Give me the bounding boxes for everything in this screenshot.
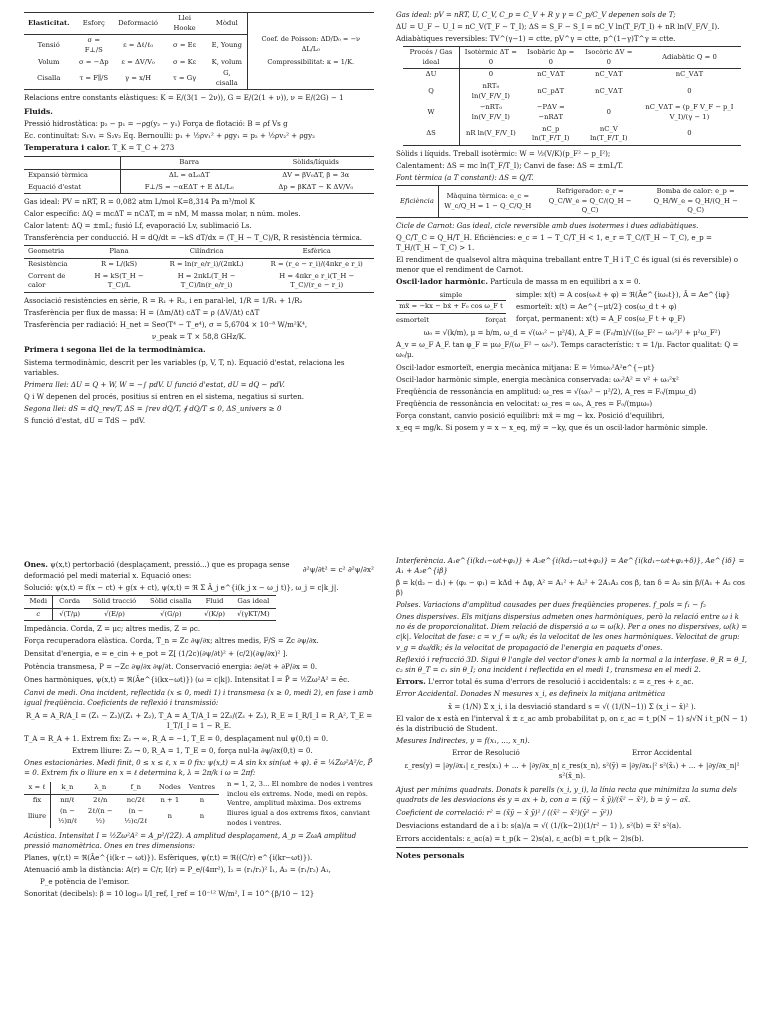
fluids-line-2: Ec. continuïtat: S₁v₁ = S₂v₂ Eq. Bernoulli: p₁ + ½ρv₁² + ρgy₁ = p₂ + ½ρv₂² + ρgy₂ — [24, 131, 315, 141]
table-cell: √(T/μ) — [53, 608, 86, 621]
table-cell: τ = F∥/S — [79, 74, 109, 83]
table-cell: Volum — [38, 57, 60, 66]
table-cell: 0 — [687, 86, 692, 95]
ones-intro: ψ(x,t) pertorbació (desplaçament, pressió...) que es propaga sense deformació pel medi material x. Equació ones: — [24, 560, 290, 580]
divider — [396, 847, 748, 848]
table-cell: R = ln(r_e/r_i)/(2πkL) — [169, 260, 244, 269]
table-cell: σ = −Δp — [78, 57, 109, 66]
table-row — [24, 259, 374, 271]
table-cell: ΔS — [426, 129, 436, 138]
osc-label-simple: simple — [439, 290, 463, 299]
table-cell: fix — [32, 795, 42, 804]
header-cell: Adiabàtic Q = 0 — [638, 47, 741, 69]
table-cell: Tensió — [37, 41, 60, 50]
header-cell: Esfèrica — [259, 246, 374, 259]
forca-line: Força recuperadora elàstica. Corda, T_n = Zc ∂ψ/∂x; altres medis, F/S = Zc ∂ψ/∂x. — [24, 636, 319, 646]
osc-simple-line: simple: x(t) = A cos(ω₀t + φ) = ℜ(Âe^{iω₀t}), Â = Ae^{iφ} — [516, 290, 731, 300]
carnot-line: Cicle de Carnot: Gas ideal, cicle reversible amb dues isotermes i dues adiabàtiques. — [396, 221, 699, 231]
osc-label-esmorteit: esmorteït — [396, 316, 429, 325]
ta-line: T_A = R_A + 1. Extrem fix: Z₂ → ∞, R_A = −1, T_E = 0, desplaçament nul ψ(0,t) = 0. — [24, 733, 329, 743]
header-cell: Mòdul — [207, 13, 247, 35]
table-cell: −PΔV = −nRΔT — [536, 103, 565, 122]
osc-line-3: Freqüència de ressonància en amplitud: ω_res = √(ω₀² − μ²/2), A_res = F₀/(mμω_d) — [396, 386, 697, 396]
table-cell: √(K/ρ) — [204, 609, 226, 618]
header-cell: Corda — [53, 595, 86, 608]
correlacio-line: Coeficient de correlació: r² = (x̄ȳ − x̄ ȳ)² / ((x̄² − x̄²)(ȳ² − ȳ²)) — [396, 808, 613, 818]
poisson-cell — [247, 13, 374, 90]
poisson-text: Coef. de Poisson: ΔD/D₀ = −ν ΔL/L₀ — [261, 35, 361, 53]
table-cell: Expansió tèrmica — [28, 170, 88, 179]
interferencia-line: Interferència. A₁e^{i(kd₁−ωt+φ₁)} + A₂e^{i(kd₂−ωt+φ₂)} = Ae^{i(kd₁−ωt+φ₁+δ)}, Ae^{iδ} = A₁ + A₂e^{iβ} — [396, 556, 745, 576]
radiacio-text: Trasferència per radiació: H_net = Seσ(T⁴ − T_e⁴), σ = 5,6704 × 10⁻⁸ W/m²K⁴, — [24, 320, 308, 330]
section-interferencia-errors — [396, 556, 748, 864]
header-cell: Isobàric Δp = 0 — [522, 47, 580, 69]
calor-especific-text: Calor específic: ΔQ = mcΔT = nCΔT, m = nM, M massa molar, n núm. moles. — [24, 209, 301, 219]
osc-line-2: Oscil·lador harmònic simple, energia mecànica conservada: ω₀²A² = v² + ω₀²x² — [396, 374, 679, 384]
table-cell: K, volum — [211, 57, 242, 66]
fluids-heading: Fluids. — [24, 106, 53, 116]
desviacions-line: Desviacions estandard de a i b: s(a)/a = √( (1/(k−2))(1/r² − 1) ), s²(b) = x̄² s²(a). — [396, 821, 682, 831]
calentament-line: Calentament: ΔS = mc ln(T_F/T_I); Canvi de fase: ΔS = ±mL/T. — [396, 161, 624, 171]
header-cell: Esforç — [74, 13, 115, 35]
coeficients-line: R_A = A_R/A_I = (Z₁ − Z₂)/(Z₁ + Z₂), T_A = A_T/A_I = 2Z₁/(Z₁ + Z₂), R_E = I_R/I_I = R_A², T_E = I_T/I_I = 1 − R_E. — [25, 710, 373, 730]
table-cell: γ = x/H — [124, 74, 152, 83]
errors-line-3: x̄ = (1/N) Σ x_i, i la desviació standard s = √( (1/(N−1)) Σ (x_i − x̄)² ). — [448, 701, 696, 711]
table-cell: W — [427, 108, 435, 117]
ones-equation: ∂²ψ/∂t² = c² ∂²ψ/∂x² — [302, 565, 374, 575]
harmoniques-line: Ones harmòniques, ψ(x,t) = ℜ(Âe^{i(kx−ωt)}) (ω = c|k|). Intensitat I = P̄ = ½Zω²A² = ēc. — [24, 675, 350, 685]
error-types-header — [396, 748, 748, 758]
table-row — [403, 81, 741, 102]
header-cell: λ_n — [84, 782, 117, 794]
canvi-medi-line: Canvi de medi. Ona incident, reflectida (x ≤ 0, medi 1) i transmesa (x ≥ 0, medi 2), en fase i amb igual freqüència. Coeficients de reflexió i transmissió: — [24, 687, 374, 707]
table-cell: nC_VΔT — [595, 70, 623, 79]
error-resolucio-label: Error de Resolució — [452, 747, 520, 757]
omegas-line: ω₀ = √(k/m), μ = b/m, ω_d = √(ω₀² − μ²/4), A_F = (F₀/m)/√((ω_F² − ω₀²)² + μ²ω_F²) — [423, 328, 721, 338]
processos-table — [403, 46, 741, 146]
table-cell: Eficiència — [400, 196, 434, 205]
eficiencia-table — [396, 185, 748, 218]
table-cell: Màquina tèrmica: e_c = W_c/Q_H = 1 − Q_C/Q_H — [438, 186, 536, 218]
table-cell: nRT₀ ln(V_F/V_I) — [459, 81, 521, 102]
osc-label-forcat: forçat — [485, 316, 506, 325]
table-cell: 0 — [687, 129, 692, 138]
elasticitat-title: Elasticitat. — [24, 13, 74, 35]
header-cell: Ventres — [185, 782, 219, 794]
header-cell: Sòlid tracció — [86, 595, 143, 608]
table-cell: 0 — [459, 69, 521, 81]
flux-massa-text: Trasferència per flux de massa: H = (Δm/Δt) cΔT = ρ (ΔV/Δt) cΔT — [24, 308, 260, 318]
table-cell: nc/2ℓ — [126, 795, 145, 804]
table-cell: σ = Kε — [172, 57, 197, 66]
header-cell: Sòlids/líquids — [258, 157, 375, 170]
table-cell: n — [199, 812, 205, 821]
osc-line-6: x_eq = mg/k. Si posem y = x − x_eq, mÿ = −ky, que és un oscil·lador harmònic simple. — [396, 422, 708, 432]
impedancia-line: Impedància. Corda, Z = μc; altres medis, Z = ρc. — [24, 624, 201, 634]
table-cell: (n − ½)c/2ℓ — [124, 807, 148, 825]
table-cell: F⊥/S = −αEΔT + E ΔL/L₀ — [120, 182, 257, 194]
table-cell: √(γKT/M) — [237, 609, 270, 618]
errors-line-1: L'error total és suma d'errors de resolució i accidentals: ε = ε_res + ε_ac. — [428, 676, 694, 686]
errors-heading: Errors. — [396, 676, 426, 686]
lleis-line-5: S funció d'estat, dU = TdS − pdV. — [24, 416, 146, 426]
table-row — [396, 186, 748, 218]
sonoritat-line: Sonoritat (decibels): β = 10 log₁₀ I/I_ref, I_ref = 10⁻¹² W/m², I = 10^{β/10 − 12} — [24, 888, 315, 898]
calor-latent-text: Calor latent: ΔQ = ±mL; fusió Lf, evaporació Lv, sublimació Ls. — [24, 221, 252, 231]
table-cell: τ = Gγ — [172, 74, 197, 83]
osc-esmorteit-line: esmorteït: x(t) = Ae^{−μt/2} cos(ω_d t + φ) — [516, 302, 677, 312]
error-accidental-label: Error Accidental — [632, 747, 692, 757]
table-cell: nC_VΔT = (p_F V_F − p_I V_I)/(γ − 1) — [645, 103, 734, 122]
pe-line: P_e potència de l'emisor. — [40, 876, 130, 886]
dispersives-line: Ones dispersives. Els mitjans dispersius admeten ones harmòniques, però la relació entre ω i k no és de proporcionalitat. Diem relació de dispersió a ω = ω(k). Per a ones no dispersives, ω(k) = c|k|. Velocitat de fase: c = v_f = ω/k; és la velocitat de les ones harmòniques. Velocitat de grup: v_g = dω/dk; és la velocitat de propagació de l'energia en paquets d'ones. — [396, 612, 748, 652]
header-cell: Llei Hooke — [162, 13, 207, 35]
errors-line-4: El valor de x està en l'interval x̄ ± ε_ac amb probabilitat p, on ε_ac = t_p(N − 1) s/√N i t_p(N − 1) és la distribució de Student. — [396, 713, 748, 733]
osc-line-5: Força constant, canvio posició equilibri: mẍ = mg − kx. Posició d'equilibri, — [396, 410, 665, 420]
gas-ideal-line: Gas ideal: pV = nRT, U, C_V, C_p = C_V + R y γ = C_p/C_V depenen sols de T; — [396, 10, 676, 19]
ajust-line: Ajust per mínims quadrats. Donats k parells (x_i, y_i), la línia recta que minimitza la suma dels quadrats de les desviacions és y = ax + b, con a = (x̄ȳ − x̄ ȳ)/(x̄² − x̄²), b = ȳ − ax̄. — [396, 784, 737, 805]
errors-line-5: Mesures Indirectes, y = f(x₁, ..., x_n). — [396, 735, 530, 745]
table-cell: ΔU — [425, 70, 437, 79]
header-cell: Plana — [84, 246, 153, 259]
fluids-line-1: Pressió hidrostàtica: p₂ − p₁ = −ρg(y₂ − y₁) Força de flotació: B = ρf Vs g — [24, 119, 288, 129]
compress-text: Compressibilitat: κ = 1/K. — [267, 57, 355, 66]
header-cell: Medi — [24, 595, 53, 608]
expansio-table — [24, 156, 374, 194]
nodes-table — [24, 782, 219, 828]
table-cell: ΔL = αL₀ΔT — [120, 169, 257, 181]
nodes-note: n = 1, 2, 3... El nombre de nodes i ventres inclou els extrems. Node, medi en repòs. Ventre, amplitud màxima. Dos extrems lliures igual a dos extrems fixos, canviant nodes i ventres. — [227, 780, 373, 827]
header-cell: Procés / Gas ideal — [403, 47, 459, 69]
table-cell: Resistència — [28, 260, 68, 269]
table-cell: n — [167, 812, 173, 821]
temp-tk: T_K = T_C + 273 — [112, 143, 175, 153]
section-termo-oscillador — [396, 10, 748, 435]
table-cell: R = (r_e − r_i)/(4πkr_e r_i) — [270, 260, 363, 269]
table-cell: (n − ½)π/ℓ — [51, 806, 84, 827]
table-cell: 0 — [606, 108, 611, 117]
conduccio-text: Transferència per conducció. H = dQ/dt = −kS dT/dx = (T_H − T_C)/R, R resistència tèrmica. — [24, 233, 363, 243]
osc-intro: Partícula de massa m en equilibri a x = 0. — [490, 277, 641, 287]
table-cell: ε = Δℓ/ℓ₀ — [123, 41, 154, 50]
osc-heading: Oscil·lador harmònic. — [396, 277, 488, 287]
acustica-line: Acústica. Intensitat I = ½Zω²A² = A_p²/(2Z). A amplitud desplaçament, A_p = ZωA amplitud pressió manomètrica. Ones en tres dimensions: — [24, 830, 357, 850]
table-row — [24, 794, 219, 806]
table-cell: H = 4πkr_e r_i(T_H − T_C)/(r_e − r_i) — [279, 271, 355, 290]
av-line: A_v = ω_F A_F. tan φ_F = μω_F/(ω_F² − ω₀²). Temps característic: τ = 1/μ. Factor qualitat: Q = ω₀/μ. — [396, 340, 739, 360]
lleis-line-4: Segona llei: dS = dQ_rev/T, ΔS = ∫rev dQ/T, ∮ dQ/T ≤ 0, ΔS_univers ≥ 0 — [24, 404, 282, 414]
carnot-eff-line: Q_C/T_C = Q_H/T_H. Eficiències: e_c = 1 − T_C/T_H < 1, e_r = T_C/(T_H − T_C), e_p = T_H/(T_H − T_C) > 1. — [396, 233, 712, 253]
table-cell: Cisalla — [37, 74, 61, 83]
osc-diagram — [396, 290, 748, 326]
du-line: ΔU = U_F − U_I = nC_V(T_F − T_I); ΔS = S_F − S_I = nC_V ln(T_F/T_I) + nR ln(V_F/V_I). — [396, 22, 720, 32]
osc-forcat-line: forçat, permanent: x(t) = A_F cos(ω_F t + φ_F) — [516, 314, 686, 324]
elasticitat-table — [24, 12, 374, 90]
table-cell: E, Young — [211, 41, 243, 50]
extrem-lliure-line: Extrem lliure: Z₂ → 0, R_A = 1, T_E = 0, força nul·la ∂ψ/∂x(0,t) = 0. — [72, 745, 313, 755]
associacio-text: Associació resistències en sèrie, R = R₁ + R₂, i en paral·lel, 1/R = 1/R₁ + 1/R₂ — [24, 295, 303, 305]
atenuacio-line: Atenuació amb la distància: A(r) = C/r, I(r) = P_e/(4πr²), I₂ = (r₁/r₂)² I₁, A₂ = (r₁/r₂) A₁, — [24, 864, 331, 874]
polses-line: Polses. Variacions d'amplitud causades per dues freqüències properes. f_pols = f₁ − f₂ — [396, 600, 707, 610]
table-cell: 2ℓ/n — [93, 795, 108, 804]
table-cell: ε = ΔV/V₀ — [121, 57, 155, 66]
table-cell: σ = F⊥/S — [84, 36, 103, 54]
table-cell: σ = Eε — [173, 41, 197, 50]
section-elasticitat-termo — [24, 10, 374, 428]
medi-table — [24, 595, 276, 621]
lleis-heading: Primera i segona llei de la termodinàmica. — [24, 345, 206, 355]
section-ones — [24, 560, 374, 901]
header-cell: Deformació — [114, 13, 162, 35]
header-cell — [24, 157, 120, 170]
errors-line-2: Error Accidental. Donades N mesures x_i, es defineix la mitjana aritmètica — [396, 689, 666, 699]
font-line: Font tèrmica (a T constant): ΔS = Q/T. — [396, 173, 534, 183]
table-cell: nπ/ℓ — [51, 794, 84, 806]
solucio-line: Solució: ψ(x,t) = f(x − ct) + g(x + ct), ψ(x,t) = ℜ Σ Â_j e^{i(k_j x − ω_j t)}, ω_j = c|k_j|. — [24, 582, 339, 592]
header-cell: x = ℓ — [24, 782, 51, 794]
header-cell: Geometria — [24, 246, 84, 259]
lleis-line-3: Q i W depenen del procés, positius si entren en el sistema, negatius si surten. — [24, 392, 305, 402]
header-cell: Isotèrmic ΔT = 0 — [459, 47, 521, 69]
table-row — [403, 124, 741, 146]
table-cell: 2ℓ/(n − ½) — [87, 807, 113, 825]
table-cell: nC_VΔT — [675, 70, 704, 79]
table-row — [24, 169, 374, 181]
table-row — [403, 69, 741, 81]
osc-line-1: Oscil·lador esmorteït, energia mecànica mitjana: E = ½mω₀²A²e^{−μt} — [396, 362, 656, 372]
header-cell: Sòlid cisalla — [143, 595, 198, 608]
table-cell: nC_VΔT — [537, 70, 565, 79]
temp-heading: Temperatura i calor. — [24, 143, 111, 153]
solids-line: Sòlids i líquids. Treball isotèrmic: W = ½(V/K)(p_F² − p_I²); — [396, 148, 611, 158]
table-cell: lliure — [28, 812, 47, 821]
geometria-table — [24, 245, 374, 293]
wien-text: ν_peak = T × 58,8 GHz/K. — [151, 332, 247, 342]
header-cell: f_n — [117, 782, 155, 794]
table-row — [24, 271, 374, 293]
estacionaries-line: Ones estacionàries. Medi finit, 0 ≤ x ≤ ℓ, x = 0 fix: ψ(x,t) = A sin kx sin(ωt + φ). ē = ¼Zω²A²/c, P̄ = 0. Extrem fix o lliure en x = ℓ determina k, λ = 2π/k i ω = 2πf: — [24, 757, 373, 777]
header-cell: Cilíndrica — [154, 246, 260, 259]
table-cell: Q — [428, 86, 434, 95]
header-cell: Fluid — [198, 595, 230, 608]
table-cell: −nRT₀ ln(V_F/V_I) — [459, 102, 521, 123]
table-cell: ΔV = βV₀ΔT, β = 3α — [282, 170, 350, 179]
table-cell: n — [199, 795, 205, 804]
lleis-line-1: Sistema termodinàmic, descrit per les variables (p, V, T, n). Equació d'estat, relaciona les variables. — [24, 358, 345, 378]
table-row — [24, 182, 374, 194]
osc-line-4: Freqüència de ressonància en velocitat: ω_res = ω₀, A_res = F₀/(mμω₀) — [396, 398, 653, 408]
error-formula: ε_res(y) = |∂y/∂x₁| ε_res(x₁) + ... + |∂y/∂x_n| ε_res(x_n), s²(ȳ) = |∂y/∂x₁|² s²(x̄₁) + ... + |∂y/∂x_n|² s²(x̄_n). — [404, 760, 740, 780]
table-cell: √(E/ρ) — [104, 609, 125, 618]
header-cell: Isocòric ΔV = 0 — [580, 47, 638, 69]
header-cell: Gas ideal — [231, 595, 276, 608]
lleis-line-2: Primera llei: ΔU = Q + W, W = −∫ pdV. U funció d'estat, dU = dQ − pdV. — [24, 380, 285, 390]
table-row — [24, 806, 219, 827]
table-cell: G, cisalla — [215, 69, 238, 87]
table-cell: Δp = βKΔT − K ΔV/V₀ — [278, 182, 354, 191]
table-cell: Corrent de calor — [28, 271, 66, 290]
adiab-line: Adiabàtiques reversibles: TV^(γ−1) = ctte, pV^γ = ctte, p^(1−γ)T^γ = ctte. — [396, 34, 676, 44]
rendiment-line: El rendiment de qualsevol altra màquina treballant entre T_H i T_C és igual (si és reversible) o menor que el rendiment de Carnot. — [396, 255, 739, 275]
table-cell: H = 2πkL(T_H − T_C)/ln(r_e/r_i) — [177, 271, 236, 290]
table-cell: Equació d'estat — [28, 182, 82, 191]
header-cell: k_n — [51, 782, 84, 794]
table-cell: c — [36, 609, 41, 618]
table-cell: n + 1 — [160, 795, 180, 804]
table-row — [403, 102, 741, 123]
notes-personals-heading: Notes personals — [396, 851, 465, 861]
table-cell: √(G/ρ) — [160, 609, 182, 618]
table-cell: nC_VΔT — [595, 86, 623, 95]
potencia-line: Potència transmesa, P = −Zc ∂ψ/∂x ∂ψ/∂t. Conservació energia: ∂e/∂t + ∂P/∂x = 0. — [24, 662, 318, 672]
table-cell: H = kS(T_H − T_C)/L — [94, 271, 144, 290]
table-cell: nC_V ln(T_F/T_I) — [590, 124, 628, 143]
table-cell: Bomba de calor: e_p = Q_H/W_e = Q_H/(Q_H − Q_C) — [653, 187, 738, 215]
header-cell: Barra — [120, 157, 257, 170]
table-cell: nC_pΔT — [537, 86, 565, 95]
table-cell: R = L/(kS) — [101, 260, 138, 269]
table-row — [24, 608, 276, 621]
table-cell: nR ln(V_F/V_I) — [459, 124, 521, 146]
reflexio-line: Reflexió i refracció 3D. Sigui θ l'angle del vector d'ones k amb la normal a la interfase. θ_R = θ_I, c₂ sin θ_T = c₁ sin θ_I; ona incident i reflectida en el medi 1, transmesa en el medi 2. — [396, 654, 747, 674]
gas-ideal-text: Gas ideal: PV = nRT, R = 0,082 atm L/mol K=8,314 Pa m³/mol K — [24, 197, 255, 207]
errors-accidentals-line: Errors accidentals: ε_ac(a) = t_p(k − 2)s(a), ε_ac(b) = t_p(k − 2)s(b). — [396, 834, 644, 844]
relacions-text: Relacions entre constants elàstiques: K = E/(3(1 − 2ν)), G = E/(2(1 + ν)), ν = E/(2G) − 1 — [24, 93, 344, 103]
header-cell: Nodes — [155, 782, 185, 794]
table-cell: Refrigerador: e_r = Q_C/W_e = Q_C/(Q_H − Q_C) — [548, 187, 632, 215]
densitat-line: Densitat d'energia, e = e_cin + e_pot = Z[ (1/2c)(∂ψ/∂t)² + (c/2)(∂ψ/∂x)² ]. — [24, 649, 288, 659]
osc-equation: mẍ = −kx − bẋ + F₀ cos ω_F t — [396, 300, 506, 314]
beta-line: β = k(d₂ − d₁) + (φ₂ − φ₁) = kΔd + Δφ, A² = A₁² + A₂² + 2A₁A₂ cos β, tan δ = A₂ sin β/(A₁ + A₂ cos β) — [396, 578, 745, 598]
table-cell: nC_p ln(T_F/T_I) — [532, 124, 570, 143]
osc-eq-block — [396, 291, 506, 326]
planes-line: Planes, ψ(r,t) = ℜ(Âe^{i(k·r − ωt)}). Esfèriques, ψ(r,t) = ℜ((C/r) e^{i(kr−ωt)}). — [24, 852, 313, 862]
ones-heading: Ones. — [24, 560, 48, 569]
